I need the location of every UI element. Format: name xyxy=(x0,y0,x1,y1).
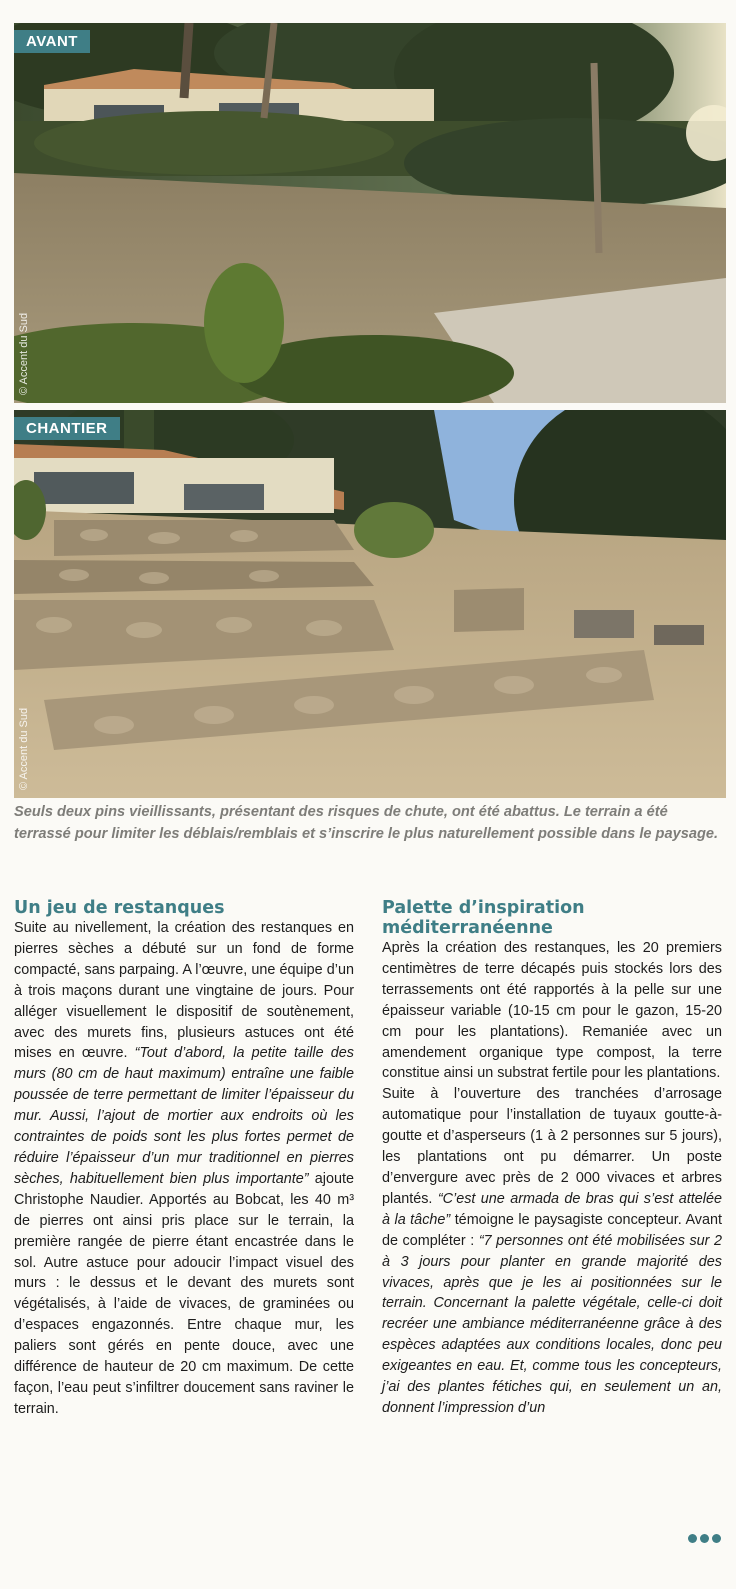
photo-chantier xyxy=(14,410,726,798)
photo-caption: Seuls deux pins vieillissants, présentant des risques de chute, ont été abattus. Le terrain a été terrassé pour limiter les déblais/remblais et s’inscrire le plus naturellement possible dans le paysage. xyxy=(14,804,719,842)
quote-text: “C’est une armada de bras qui s’est attelée à la tâche” xyxy=(382,1190,722,1228)
body-text: Suite à l’ouverture des tranchées d’arrosage automatique pour l’installation de tuyaux goutte-à-goutte et d’asperseurs (1 à 2 personnes sur 5 jours), les plantations ont pu démarrer. Un poste d’envergure avec près de 2 000 vivaces et arbres plantés. xyxy=(382,1086,722,1207)
dot-icon xyxy=(700,1534,709,1543)
photo-chantier-image xyxy=(14,410,726,798)
quote-text: “Tout d’abord, la petite taille des murs (80 cm de haut maximum) entraîne une faible poussée de terre permettant de limiter l’épaisseur du mur. Aussi, l’ajout de mortier aux endroits où les contraintes de poids sont les plus fortes permet de réduire l’épaisseur d’un mur traditionnel en pierres sèches, habituellement bien plus importante” xyxy=(14,1045,354,1187)
photo-credit: © Accent du Sud xyxy=(18,707,30,790)
body-text: témoigne le paysagiste concepteur. Avant de compléter : xyxy=(382,1211,723,1249)
photo-avant xyxy=(14,23,726,403)
body-paragraph xyxy=(382,1084,722,1419)
photo-credit: © Accent du Sud xyxy=(18,312,30,395)
photo-tag-avant: AVANT xyxy=(14,30,90,53)
article-column-right xyxy=(382,898,722,1419)
photo-avant-image xyxy=(14,23,726,403)
dot-icon xyxy=(712,1534,721,1543)
body-paragraph: Après la création des restanques, les 20 premiers centimètres de terre décapés puis stockés lors des terrassements ont été rapportés à la pelle sur une épaisseur variable (10-15 cm pour le gazon, 15-20 cm pour les plantations). Remaniée avec un amendement organique type compost, la terre constitue ainsi un substrat fertile pour les plantations. xyxy=(382,940,722,1082)
section-heading-palette: Palette d’inspiration méditerranéenne xyxy=(382,898,585,938)
article-column-left xyxy=(14,898,354,1420)
dot-icon xyxy=(688,1534,697,1543)
continued-indicator-icon xyxy=(688,1534,721,1543)
photo-tag-chantier: CHANTIER xyxy=(14,417,120,440)
body-text: ajoute Christophe Naudier. Apportés au Bobcat, les 40 m³ de pierres ont ainsi pris place sur le terrain, la première rangée de pierre étant encastrée dans le sol. Autre astuce pour adoucir l’impact visuel des murs : le dessus et le devant des murets sont végétalisés, à l’aide de vivaces, de graminées ou d’espaces engazonnés. Entre chaque mur, les paliers sont gérés en pente douce, avec une différence de hauteur de 20 cm maximum. De cette façon, l’eau peut s’infiltrer doucement sans raviner le terrain. xyxy=(14,1170,354,1417)
quote-text: “7 personnes ont été mobilisées sur 2 à 3 jours pour planter en grande majorité des vivaces, après que je les ai positionnées sur le terrain. Concernant la palette végétale, celle-ci doit recréer une ambiance méditerranéenne grâce à des espèces adaptées aux conditions locales, donc peu exigeantes en eau. Et, comme tous les concepteurs, j’ai des plantes fétiches qui, en seulement un an, donnent l’impression d’un xyxy=(382,1232,723,1416)
body-paragraph xyxy=(14,918,354,1420)
body-text: Suite au nivellement, la création des restanques en pierres sèches a débuté sur un fond de forme compacté, sans parpaing. A l’œuvre, une équipe d’un à trois maçons durant une vingtaine de jours. Pour alléger visuellement le dispositif de soutènement, avec des murets fins, plusieurs astuces ont été mises en œuvre. xyxy=(14,920,354,1062)
section-heading-restanques: Un jeu de restanques xyxy=(14,898,225,918)
